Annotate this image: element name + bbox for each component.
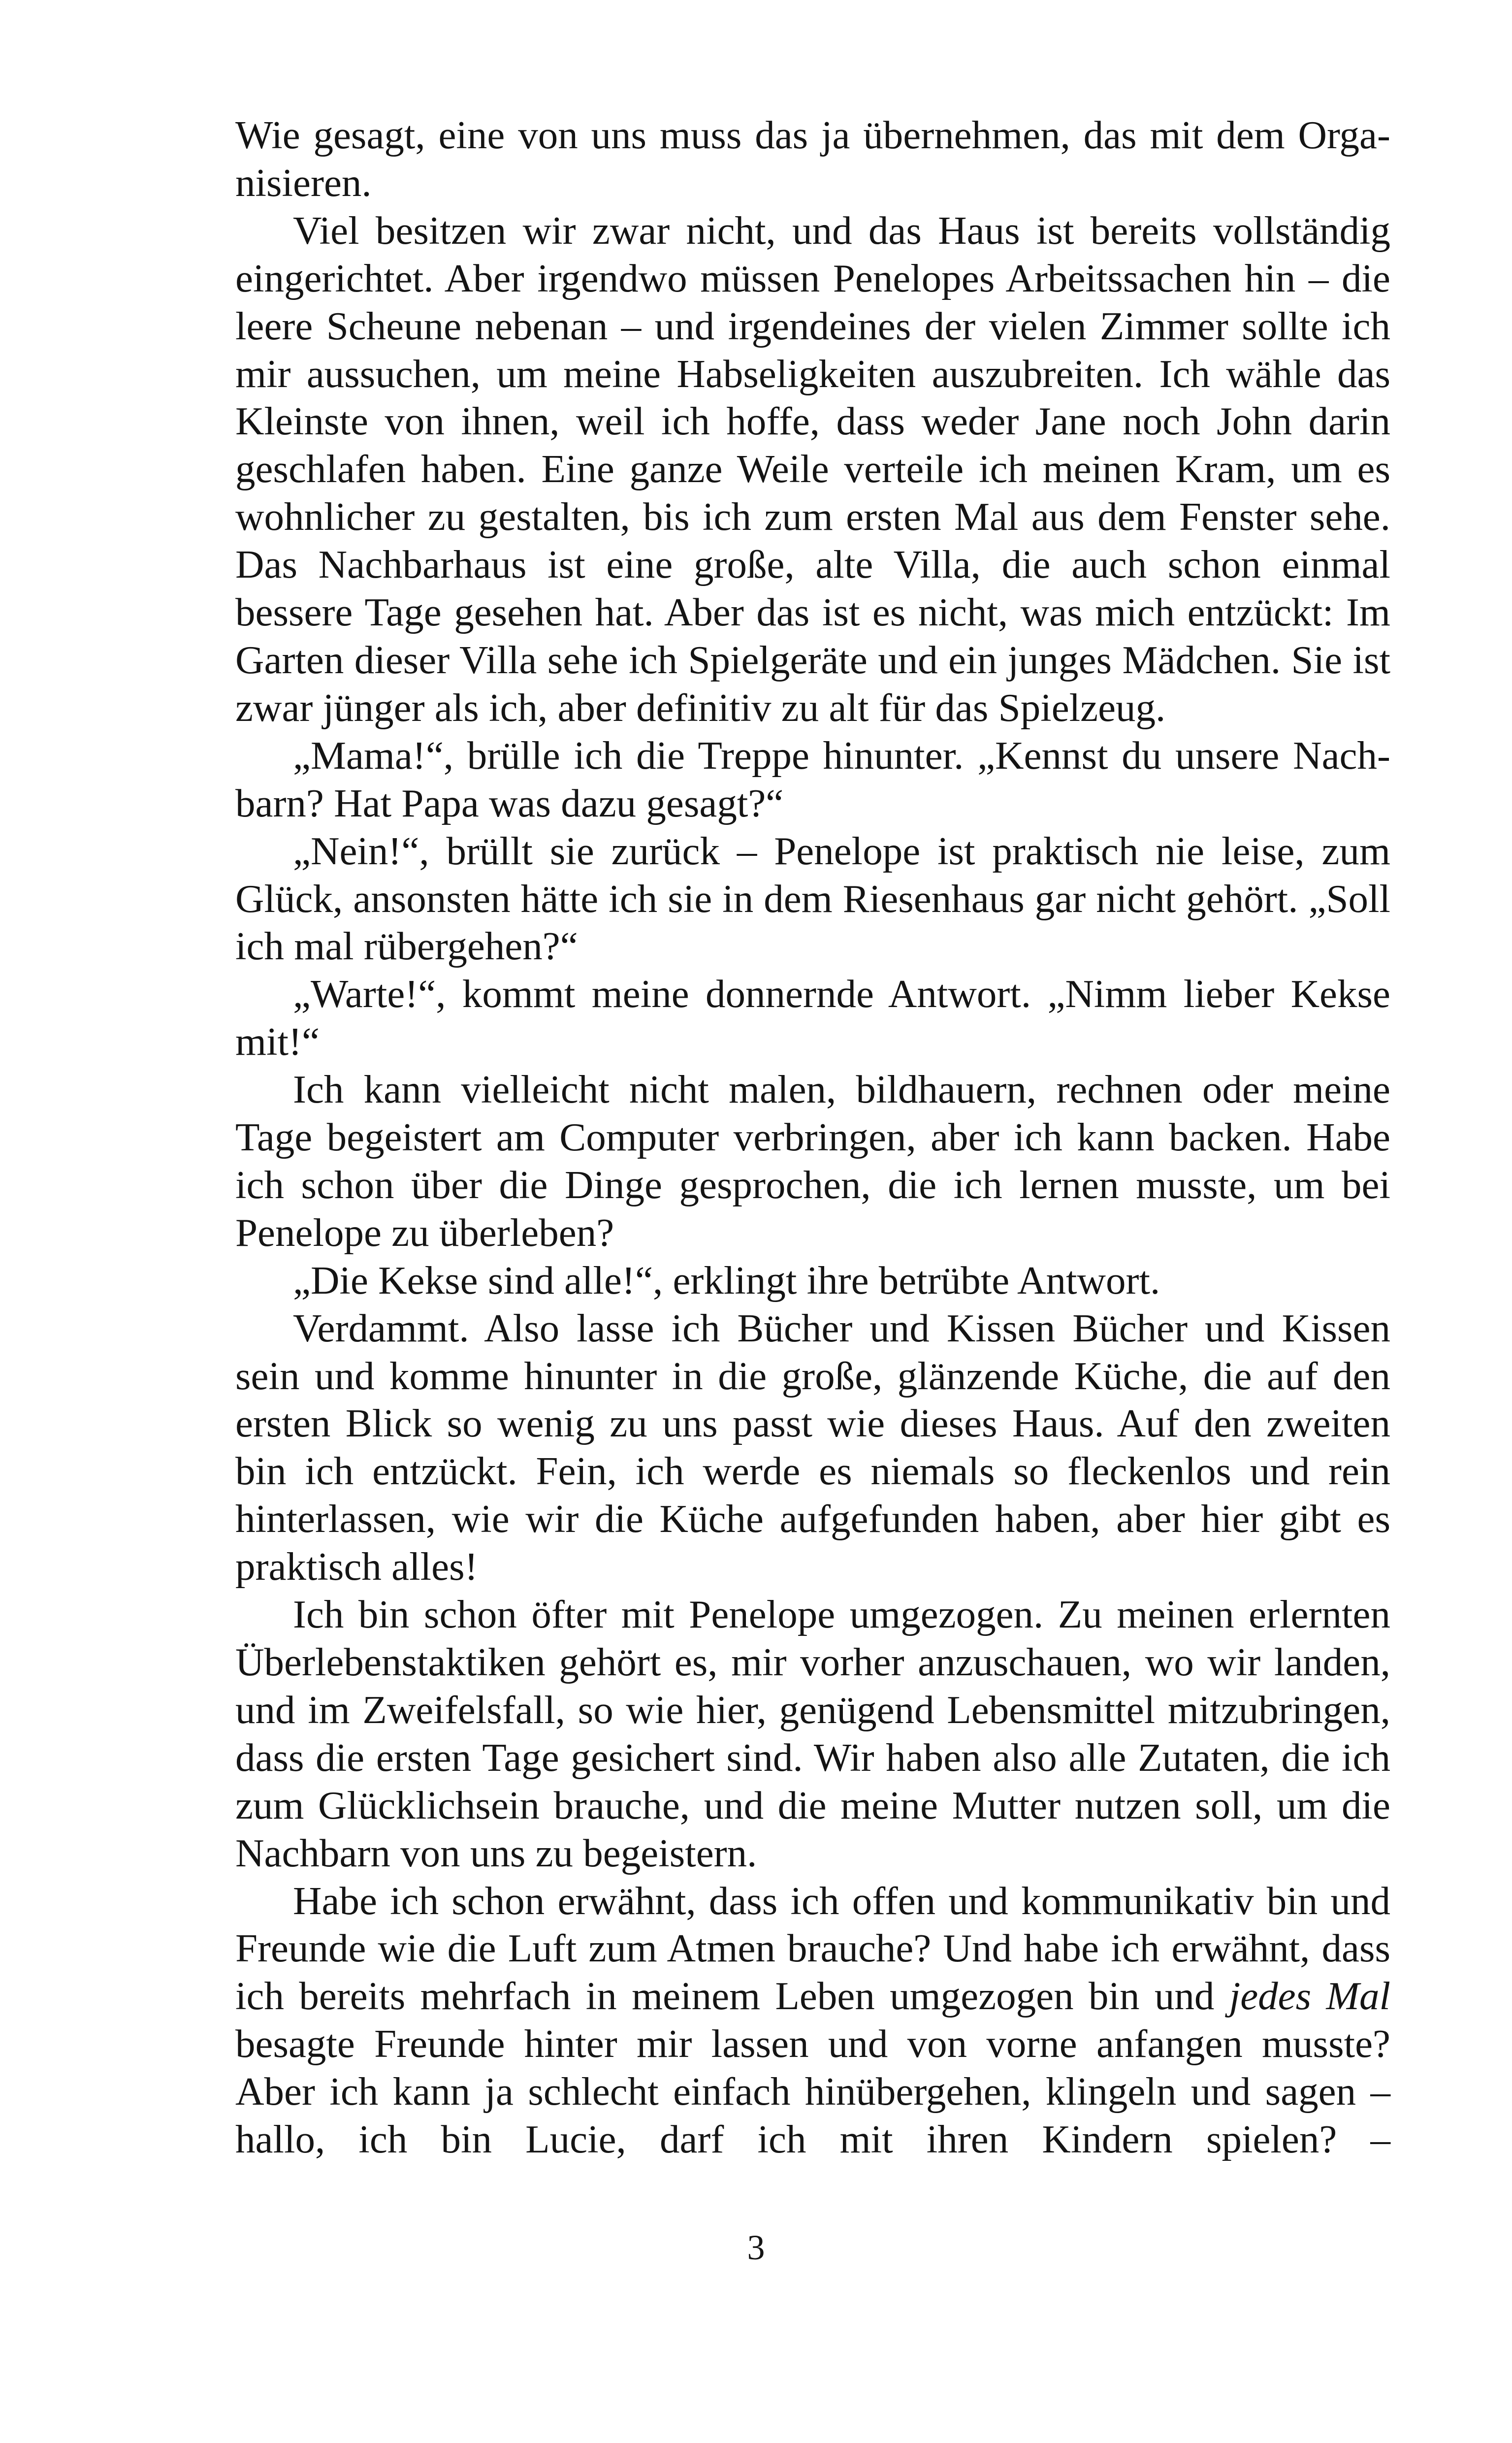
paragraph: Wie gesagt, eine von uns muss das ja übernehmen, das mit dem Organisieren. <box>235 113 1390 205</box>
emphasis: jedes Mal <box>1229 1974 1390 2019</box>
paragraph: „Nein!“, brüllt sie zurück – Penelope ist praktisch nie leise, zum Glück, ansonsten hätte ich sie in dem Riesenhaus gar nicht gehört. „Soll ich mal rübergehen?“ <box>235 828 1390 969</box>
page-number: 3 <box>747 2228 765 2267</box>
text-run: Habe ich schon erwähnt, dass ich offen und kommunikativ bin und Freunde wie die Luft zum Atmen brauche? Und habe ich erwähnt, dass ich bereits mehrfach in meinem Leben umgezogen bin und <box>235 1878 1390 2019</box>
body-text <box>235 111 1390 2163</box>
paragraph: „Warte!“, kommt meine donnernde Antwort. „Nimm lieber Kekse mit!“ <box>235 972 1390 1064</box>
paragraph: Ich kann vielleicht nicht malen, bildhauern, rechnen oder meine Tage begeistert am Computer verbringen, aber ich kann backen. Habe ich schon über die Dinge gesprochen, die ich lernen musste, um bei Penelope zu überleben? <box>235 1067 1390 1255</box>
paragraph <box>235 1877 1390 2163</box>
paragraph: Verdammt. Also lasse ich Bücher und Kissen Bücher und Kissen sein und komme hinunter in die große, glänzende Küche, die auf den ersten Blick so wenig zu uns passt wie dieses Haus. Auf den zweiten bin ich entzückt. Fein, ich werde es niemals so fleckenlos und rein hinterlassen, wie wir die Küche aufgefunden haben, aber hier gibt es praktisch alles! <box>235 1305 1390 1589</box>
paragraph: „Die Kekse sind alle!“, erklingt ihre betrübte Antwort. <box>293 1258 1160 1303</box>
paragraph: Ich bin schon öfter mit Penelope umgezogen. Zu meinen erlernten Überlebenstaktiken gehört es, mir vorher anzuschauen, wo wir landen, und im Zweifelsfall, so wie hier, genügend Lebensmittel mitzubringen, dass die ersten Tage gesichert sind. Wir haben also alle Zutaten, die ich zum Glücklichsein brauche, und die meine Mutter nutzen soll, um die Nachbarn von uns zu begeistern. <box>235 1592 1390 1875</box>
text-run: besagte Freunde hinter mir lassen und von vorne anfangen musste? Aber ich kann ja schlecht einfach hinübergehen, klingeln und sagen – hallo, ich bin Lucie, darf ich mit ihren Kindern spielen? – <box>235 2021 1390 2162</box>
paragraph: Viel besitzen wir zwar nicht, und das Haus ist bereits vollständig eingerichtet. Aber irgendwo müssen Penelopes Arbeitssachen hin – die leere Scheune nebenan – und irgendeines der vielen Zimmer sollte ich mir aussuchen, um meine Habseligkeiten auszubreiten. Ich wähle das Kleinste von ihnen, weil ich hoffe, dass weder Jane noch John darin geschlafen haben. Eine ganze Weile verteile ich meinen Kram, um es wohnlicher zu gestalten, bis ich zum ersten Mal aus dem Fenster sehe. Das Nachbarhaus ist eine große, alte Villa, die auch schon einmal bessere Tage gesehen hat. Aber das ist es nicht, was mich entzückt: Im Garten dieser Villa sehe ich Spielgeräte und ein junges Mädchen. Sie ist zwar jünger als ich, aber definitiv zu alt für das Spielzeug. <box>235 208 1390 730</box>
paragraph: „Mama!“, brülle ich die Treppe hinunter. „Kennst du unsere Nachbarn? Hat Papa was dazu gesagt?“ <box>235 733 1390 825</box>
